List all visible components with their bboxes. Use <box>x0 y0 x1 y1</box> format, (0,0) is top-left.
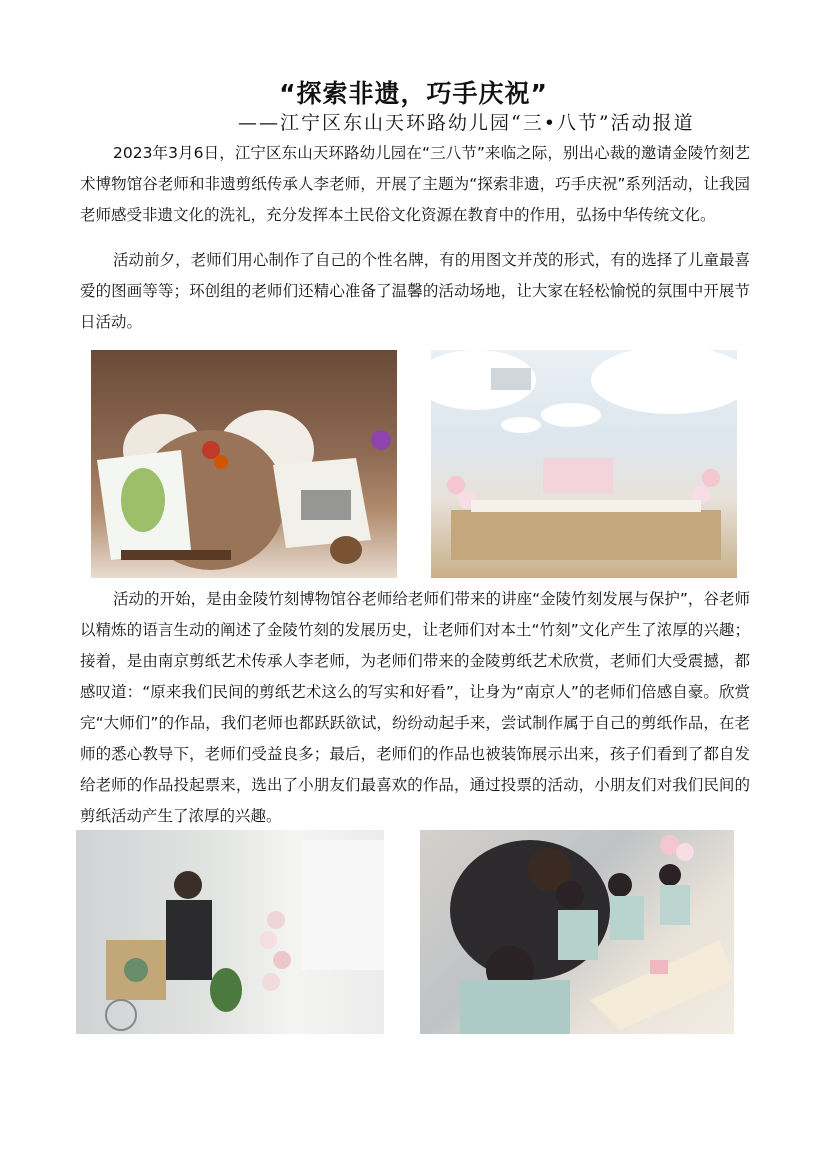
photo-activity-room <box>431 350 737 578</box>
name-plates-illustration <box>91 350 397 578</box>
paragraph-preparation: 活动前夕，老师们用心制作了自己的个性名牌，有的用图文并茂的形式，有的选择了儿童最喜爱的图画等等；环创组的老师们还精心准备了温馨的活动场地，让大家在轻松愉悦的氛围中开展节日活动。 <box>80 251 750 331</box>
lecture-illustration <box>76 830 384 1034</box>
page-subtitle: ——江宁区东山天环路幼儿园“三•八节”活动报道 <box>238 112 695 134</box>
activity-room-illustration <box>431 350 737 578</box>
photo-paper-cutting <box>420 830 734 1034</box>
page-title: “探索非遗，巧手庆祝” <box>279 79 548 108</box>
paragraph-intro: 2023年3月6日，江宁区东山天环路幼儿园在“三八节”来临之际，别出心裁的邀请金陵竹刻艺术博物馆谷老师和非遗剪纸传承人李老师，开展了主题为“探索非遗，巧手庆祝”系列活动，让我园老师感受非遗文化的洗礼，充分发挥本土民俗文化资源在教育中的作用，弘扬中华传统文化。 <box>80 144 750 224</box>
paragraph-activity: 活动的开始，是由金陵竹刻博物馆谷老师给老师们带来的讲座“金陵竹刻发展与保护”，谷老师以精炼的语言生动的阐述了金陵竹刻的发展历史，让老师们对本土“竹刻”文化产生了浓厚的兴趣；接着，是由南京剪纸艺术传承人李老师，为老师们带来的金陵剪纸艺术欣赏，老师们大受震撼，都感叹道：“原来我们民间的剪纸艺术这么的写实和好看”，让身为“南京人”的老师们倍感自豪。欣赏完“大师们”的作品，我们老师也都跃跃欲试，纷纷动起手来，尝试制作属于自己的剪纸作品，在老师的悉心教导下，老师们受益良多；最后，老师们的作品也被装饰展示出来，孩子们看到了都自发给老师的作品投起票来，选出了小朋友们最喜欢的作品，通过投票的活动，小朋友们对我们民间的剪纸活动产生了浓厚的兴趣。 <box>80 590 750 825</box>
paper-cutting-illustration <box>420 830 734 1034</box>
photo-name-plates <box>91 350 397 578</box>
photo-lecture <box>76 830 384 1034</box>
